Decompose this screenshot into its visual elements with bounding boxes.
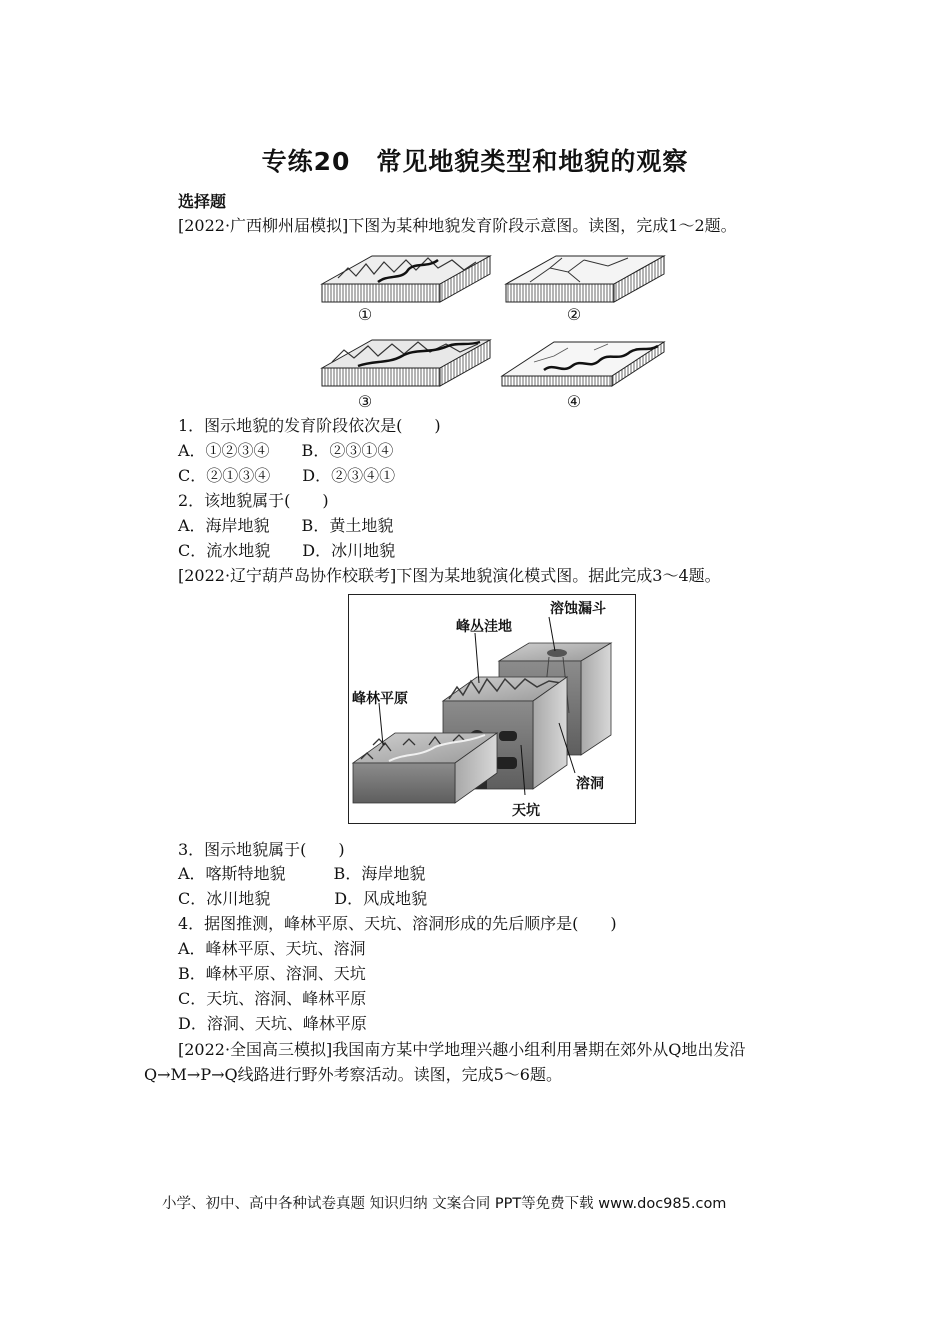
- question-2-stem: 2．该地貌属于( ): [178, 491, 329, 510]
- label-sinkhole: 天坑: [512, 803, 540, 819]
- question-1-options-ab: A．①②③④ B．②③①④: [178, 441, 394, 460]
- question-3-stem: 3．图示地貌属于( ): [178, 840, 345, 859]
- intro-q1-2: [2022·广西柳州届模拟]下图为某种地貌发育阶段示意图。读图，完成1～2题。: [178, 216, 737, 235]
- block-diagram-2: [506, 256, 664, 302]
- label-karst-cave: 溶洞: [576, 776, 604, 792]
- intro-q3-4: [2022·辽宁葫芦岛协作校联考]下图为某地貌演化模式图。据此完成3～4题。: [178, 566, 721, 585]
- intro-q5-6-line2: Q→M→P→Q线路进行野外考察活动。读图，完成5～6题。: [144, 1065, 562, 1084]
- page-footer: 小学、初中、高中各种试卷真题 知识归纳 文案合同 PPT等免费下载 www.doc985.com: [162, 1196, 727, 1212]
- question-4-option-b: B．峰林平原、溶洞、天坑: [178, 964, 366, 983]
- figure-caption-4: ④: [566, 392, 582, 411]
- leader-line-depression: [475, 633, 479, 683]
- question-1-options-cd: C．②①③④ D．②③④①: [178, 466, 396, 485]
- landform-stage-figure: [318, 238, 668, 414]
- label-peak-forest-plain: 峰林平原: [352, 691, 408, 707]
- page-title: 专练20 常见地貌类型和地貌的观察: [261, 147, 689, 176]
- label-solution-funnel: 溶蚀漏斗: [550, 601, 606, 617]
- figure-caption-1: ①: [357, 305, 373, 324]
- question-2-options-ab: A．海岸地貌 B．黄土地貌: [178, 516, 394, 535]
- block-diagram-3: [322, 340, 490, 386]
- figure-caption-3: ③: [357, 392, 373, 411]
- section-heading: 选择题: [178, 192, 227, 211]
- question-3-options-cd: C．冰川地貌 D．风成地貌: [178, 889, 428, 908]
- label-peak-cluster-depression: 峰丛洼地: [456, 619, 512, 635]
- peak-forest-block: [353, 733, 497, 803]
- question-4-option-d: D．溶洞、天坑、峰林平原: [178, 1014, 367, 1033]
- landform-stage-diagrams: [318, 238, 668, 414]
- block-diagram-4: [502, 342, 664, 386]
- question-4-option-a: A．峰林平原、天坑、溶洞: [178, 939, 366, 958]
- question-2-options-cd: C．流水地貌 D．冰川地貌: [178, 541, 396, 560]
- intro-q5-6-line1: [2022·全国高三模拟]我国南方某中学地理兴趣小组利用暑期在郊外从Q地出发沿: [178, 1040, 746, 1059]
- block-diagram-1: [322, 256, 490, 302]
- figure-caption-2: ②: [566, 305, 582, 324]
- question-4-option-c: C．天坑、溶洞、峰林平原: [178, 989, 367, 1008]
- question-1-stem: 1．图示地貌的发育阶段依次是( ): [178, 416, 441, 435]
- question-4-stem: 4．据图推测，峰林平原、天坑、溶洞形成的先后顺序是( ): [178, 914, 617, 933]
- question-3-options-ab: A．喀斯特地貌 B．海岸地貌: [178, 864, 426, 883]
